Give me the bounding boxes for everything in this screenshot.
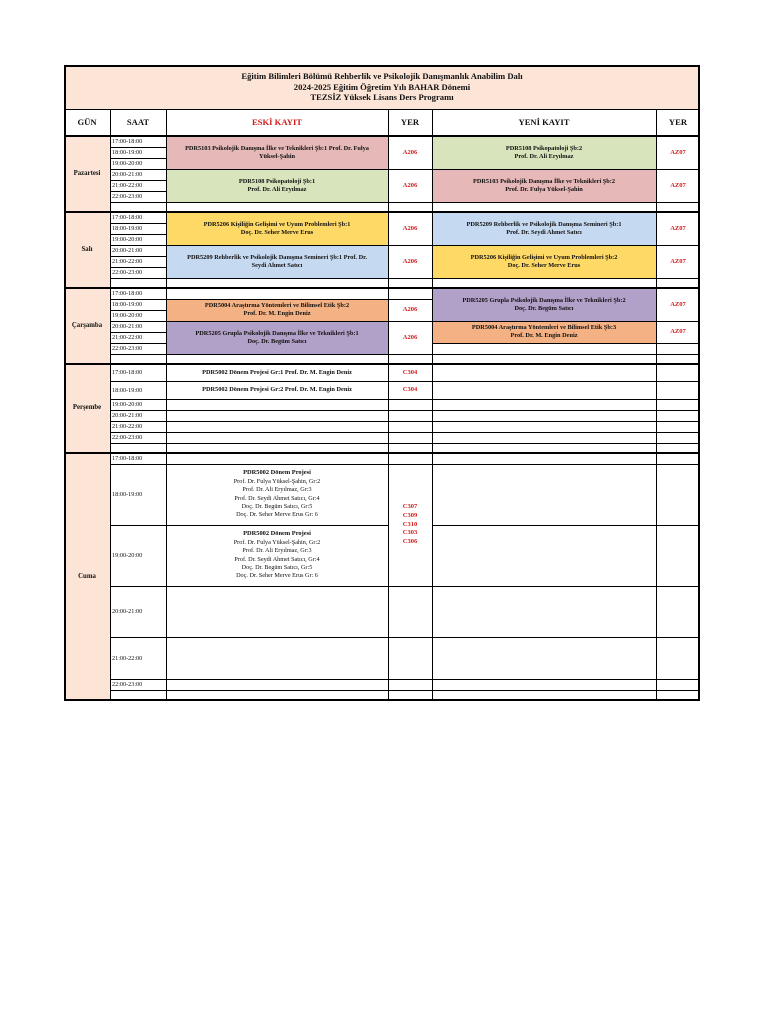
course-instructor: Doç. Dr. Begüm Satıcı: [514, 304, 574, 312]
time-slot: 22:00-23:00: [112, 269, 143, 276]
grid-line: [110, 443, 700, 444]
room-code: C306: [402, 538, 418, 546]
schedule-table: [64, 65, 700, 701]
course-name: PDR5002 Dönem Projesi Gr:1 Prof. Dr. M. Engin Deniz: [202, 368, 352, 376]
course-block-old: [166, 136, 388, 169]
grid-line: [110, 637, 700, 638]
day-thursday: Perşembe: [64, 364, 110, 453]
day-wednesday: Çarşamba: [64, 288, 110, 364]
grid-line: [432, 343, 700, 344]
grid-line: [110, 278, 700, 279]
time-slot: 21:00-22:00: [112, 423, 143, 430]
group-title: PDR5002 Dönem Projesi: [243, 530, 311, 538]
course-name: PDR5209 Rehberlik ve Psikolojik Danışma Semineri Şb:1: [466, 220, 622, 228]
course-name: PDR5004 Araştırma Yöntemleri ve Bilimsel Etik Şb:3: [471, 324, 617, 332]
time-slot: 19:00-20:00: [112, 312, 143, 319]
course-block-old: [166, 321, 388, 354]
room-old: A206: [402, 148, 418, 156]
time-slot: 18:00-19:00: [112, 225, 143, 232]
course-instructor: Prof. Dr. Fulya Yüksel-Şahin: [505, 185, 583, 193]
course-block-new: [432, 288, 656, 321]
course-block-new: [432, 321, 656, 343]
grid-line: [110, 410, 700, 411]
header-time: SAAT: [126, 117, 150, 128]
project-group-list: [166, 464, 388, 525]
room-new: AZ07: [670, 224, 686, 232]
course-instructor: Prof. Dr. Seydi Ahmet Satıcı: [506, 228, 582, 236]
group-line: Prof. Dr. Ali Eryılmaz, Gr:3: [242, 486, 312, 494]
border-top: [64, 65, 700, 67]
grid-line: [64, 287, 700, 289]
room-old: A206: [402, 306, 418, 314]
group-line: Prof. Dr. Fulya Yüksel-Şahin, Gr:2: [233, 538, 321, 546]
course-name: PDR5205 Grupla Psikolojik Danışma İlke ve Teknikleri Şb:2: [462, 296, 626, 304]
room-new: AZ07: [670, 181, 686, 189]
time-slot: 17:00-18:00: [112, 290, 143, 297]
room-code: C307: [402, 503, 418, 511]
course-name: PDR5205 Grupla Psikolojik Danışma İlke ve Teknikleri Şb:1: [195, 329, 359, 337]
border-bottom: [64, 699, 700, 701]
grid-line: [432, 109, 433, 700]
project-group-list: [166, 525, 388, 586]
room-old: A206: [402, 224, 418, 232]
grid-line: [110, 169, 700, 170]
group-line: Doç. Dr. Begüm Satıcı, Gr:5: [241, 564, 313, 571]
course-name: PDR5108 Psikopatoloji Şb:2: [505, 144, 583, 152]
grid-line: [110, 191, 166, 192]
room-code: C303: [402, 529, 418, 537]
course-block-new: [432, 169, 656, 202]
room-code: C309: [402, 511, 418, 519]
header-new-registration: YENİ KAYIT: [518, 117, 570, 128]
time-slot: 20:00-21:00: [112, 171, 143, 178]
course-name: PDR5103 Psikolojik Danışma İlke ve Teknikleri Şb:2: [472, 177, 616, 185]
grid-line: [432, 525, 700, 526]
room-old: C304: [402, 368, 418, 376]
course-instructor: Prof. Dr. Ali Eryılmaz: [514, 152, 574, 160]
room-new: AZ07: [670, 148, 686, 156]
course-instructor: Prof. Dr. Ali Eryılmaz: [247, 185, 307, 193]
course-block-old: [166, 364, 388, 381]
table-title: [64, 65, 700, 109]
course-block-old: [166, 299, 388, 321]
time-slot: 20:00-21:00: [112, 323, 143, 330]
header-old-registration: ESKİ KAYIT: [251, 117, 303, 128]
course-instructor: Doç. Dr. Seher Merve Erus: [240, 228, 314, 236]
course-name: PDR5108 Psikopatoloji Şb:1: [238, 177, 316, 185]
grid-line: [64, 363, 700, 365]
course-name: PDR5004 Araştırma Yöntemleri ve Bilimsel Etik Şb:2: [204, 302, 350, 310]
grid-line: [64, 211, 700, 213]
grid-line: [110, 586, 700, 587]
course-block-old: [166, 381, 388, 399]
grid-line: [110, 332, 166, 333]
time-slot: 20:00-21:00: [112, 412, 143, 419]
grid-line: [110, 223, 166, 224]
group-line: Prof. Dr. Fulya Yüksel-Şahin, Gr:2: [233, 477, 321, 485]
day-monday: Pazartesi: [64, 136, 110, 212]
course-instructor: Doç. Dr. Seher Merve Erus: [507, 261, 581, 269]
time-slot: 18:00-19:00: [112, 386, 143, 394]
day-friday: Cuma: [64, 453, 110, 701]
time-slot: 18:00-19:00: [112, 149, 143, 156]
room-code: C310: [402, 520, 418, 528]
course-block-old: [166, 169, 388, 202]
time-slot: 20:00-21:00: [112, 247, 143, 254]
title-line-1: Eğitim Bilimleri Bölümü Rehberlik ve Psikolojik Danışmanlık Anabilim Dalı: [241, 70, 523, 81]
title-line-2: 2024-2025 Eğitim Öğretim Yılı BAHAR Dönemi: [293, 81, 471, 92]
title-line-3: TEZSİZ Yüksek Lisans Ders Programı: [310, 92, 454, 103]
group-line: Prof. Dr. Seydi Ahmet Satıcı, Gr:4: [234, 494, 320, 502]
grid-line: [110, 354, 700, 355]
time-slot: 17:00-18:00: [112, 214, 143, 221]
grid-line: [64, 109, 700, 110]
time-slot: 22:00-23:00: [112, 193, 143, 200]
time-slot: 21:00-22:00: [112, 182, 143, 189]
room-old: A206: [402, 257, 418, 265]
header-day: GÜN: [77, 117, 97, 128]
grid-line: [166, 109, 167, 700]
grid-line: [110, 464, 700, 465]
time-slot: 21:00-22:00: [112, 334, 143, 341]
time-slot: 21:00-22:00: [112, 654, 143, 662]
grid-line: [110, 245, 700, 246]
room-old: C304: [402, 386, 418, 394]
grid-line: [388, 109, 389, 700]
grid-line: [110, 147, 166, 148]
grid-line: [110, 234, 166, 235]
time-slot: 22:00-23:00: [112, 681, 143, 688]
grid-line: [110, 381, 700, 382]
grid-line: [110, 421, 700, 422]
grid-line: [110, 202, 700, 203]
course-block-new: [432, 136, 656, 169]
grid-line: [110, 321, 700, 322]
time-slot: 19:00-20:00: [112, 236, 143, 243]
header-new-room: YER: [668, 117, 688, 128]
room-new: AZ07: [670, 328, 686, 336]
border-left: [64, 65, 66, 701]
grid-line: [64, 135, 700, 137]
grid-line: [110, 158, 166, 159]
time-slot: 18:00-19:00: [112, 301, 143, 308]
group-line: Prof. Dr. Ali Eryılmaz, Gr:3: [242, 547, 312, 555]
time-slot: 17:00-18:00: [112, 455, 143, 462]
header-old-room: YER: [400, 117, 420, 128]
course-name: PDR5209 Rehberlik ve Psikolojik Danışma Semineri Şb:1 Prof. Dr.: [187, 253, 367, 261]
grid-line: [110, 310, 166, 311]
time-slot: 22:00-23:00: [112, 434, 143, 441]
course-block-new: [432, 212, 656, 245]
course-instructor: Prof. Dr. M. Engin Deniz: [243, 310, 311, 317]
grid-line: [656, 109, 657, 700]
group-line: Doç. Dr. Seher Merve Erus Gr: 6: [236, 572, 318, 580]
grid-line: [110, 267, 166, 268]
room-old: A206: [402, 333, 418, 341]
room-new: AZ07: [670, 257, 686, 265]
time-slot: 22:00-23:00: [112, 345, 143, 352]
room-list: [388, 464, 432, 586]
group-line: Doç. Dr. Begüm Satıcı, Gr:5: [241, 503, 313, 510]
time-slot: 17:00-18:00: [112, 369, 143, 376]
grid-line: [110, 343, 166, 344]
grid-line: [110, 679, 700, 680]
group-line: Prof. Dr. Seydi Ahmet Satıcı, Gr:4: [234, 555, 320, 563]
grid-line: [110, 180, 166, 181]
grid-line: [110, 525, 388, 526]
grid-line: [110, 690, 700, 691]
time-slot: 19:00-20:00: [112, 552, 143, 559]
course-instructor: Doç. Dr. Begüm Satıcı: [247, 337, 307, 345]
course-instructor: Prof. Dr. M. Engin Deniz: [510, 332, 578, 339]
course-block-old: [166, 212, 388, 245]
grid-line: [64, 452, 700, 454]
course-name: PDR5002 Dönem Projesi Gr:2 Prof. Dr. M. Engin Deniz: [202, 386, 352, 394]
course-block-old: [166, 245, 388, 278]
time-slot: 17:00-18:00: [112, 138, 143, 145]
room-new: AZ07: [670, 300, 686, 308]
time-slot: 21:00-22:00: [112, 258, 143, 265]
course-name: PDR5206 Kişiliğin Gelişimi ve Uyum Problemleri Şb:2: [470, 253, 618, 261]
course-name: PDR5103 Psikolojik Danışma İlke ve Teknikleri Şb:1 Prof. Dr. Fulya: [185, 144, 369, 152]
course-instructor: Yüksel-Şahin: [258, 152, 296, 160]
time-slot: 18:00-19:00: [112, 491, 143, 498]
time-slot: 20:00-21:00: [112, 608, 143, 615]
group-line: Doç. Dr. Seher Merve Erus Gr: 6: [236, 511, 318, 519]
grid-line: [110, 399, 700, 400]
time-slot: 19:00-20:00: [112, 401, 143, 408]
grid-line: [110, 256, 166, 257]
border-right: [698, 65, 700, 701]
grid-line: [110, 109, 111, 700]
day-tuesday: Salı: [64, 212, 110, 288]
course-block-new: [432, 245, 656, 278]
course-name: PDR5206 Kişiliğin Gelişimi ve Uyum Problemleri Şb:1: [203, 220, 351, 228]
grid-line: [110, 299, 432, 300]
room-old: A206: [402, 181, 418, 189]
grid-line: [110, 432, 700, 433]
time-slot: 19:00-20:00: [112, 160, 143, 167]
group-title: PDR5002 Dönem Projesi: [243, 469, 311, 477]
course-instructor: Seydi Ahmet Satıcı: [251, 261, 303, 269]
